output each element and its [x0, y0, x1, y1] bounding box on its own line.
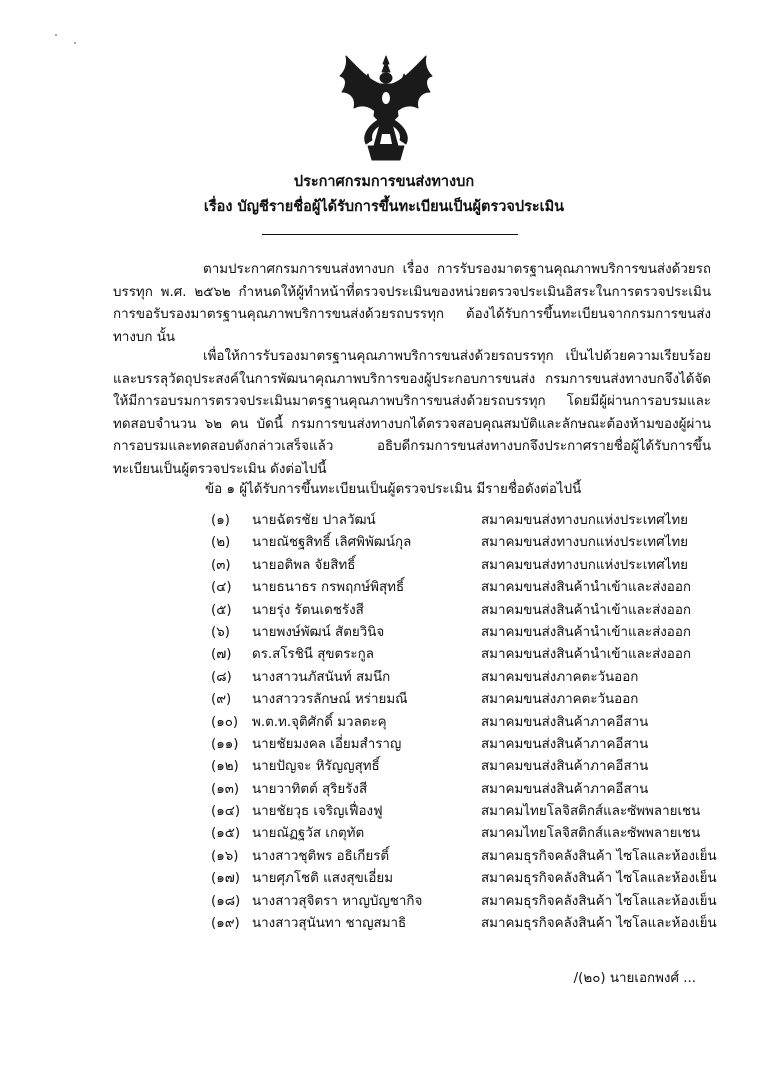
registrant-row — [211, 779, 711, 801]
registrant-row — [211, 644, 711, 666]
registrant-name: นางสาวสุจิตรา หาญบัญชากิจ — [252, 893, 423, 909]
continuation-note: /(๒๐) นายเอกพงศ์ ... — [573, 971, 696, 986]
registrant-number: (๕) — [211, 602, 232, 618]
registrant-organization: สมาคมขนส่งภาคตะวันออก — [481, 669, 639, 685]
registrant-number: (๑๐) — [211, 714, 239, 730]
registrant-organization: สมาคมขนส่งสินค้าภาคอีสาน — [481, 759, 649, 775]
registrant-row — [211, 622, 711, 644]
registrant-name: นางสาววรลักษณ์ หร่ายมณี — [252, 692, 408, 708]
registrant-organization: สมาคมขนส่งสินค้านำเข้าและส่งออก — [481, 647, 691, 663]
registrant-organization: สมาคมขนส่งสินค้าภาคอีสาน — [481, 714, 649, 730]
registrant-organization: สมาคมขนส่งสินค้านำเข้าและส่งออก — [481, 602, 691, 618]
registrant-number: (๑๒) — [211, 759, 239, 775]
registrant-number: (๑๖) — [211, 848, 239, 864]
registrant-name: นายชัยมงคล เอี่ยมสำราญ — [252, 736, 402, 752]
registrant-organization: สมาคมธุรกิจคลังสินค้า ไซโลและห้องเย็น — [481, 893, 717, 909]
registrant-name: นางสาวชุติพร อธิเกียรติ์ — [252, 848, 390, 864]
registrant-number: (๑๕) — [211, 826, 241, 842]
registrant-name: ดร.สโรชินี สุขตระกูล — [252, 647, 374, 663]
registrant-organization: สมาคมขนส่งทางบกแห่งประเทศไทย — [481, 557, 689, 573]
registrant-number: (๓) — [211, 557, 231, 573]
registrant-organization: สมาคมไทยโลจิสติกส์และซัพพลายเชน — [481, 804, 701, 820]
registrant-row — [211, 600, 711, 622]
registrant-name: นายพงษ์พัฒน์ สัตยวินิจ — [252, 624, 385, 640]
registrant-name: นายธนาธร กรพฤกษ์พิสุทธิ์ — [252, 580, 405, 596]
registrant-number: (๑๔) — [211, 804, 241, 820]
registrant-number: (๑๘) — [211, 893, 241, 909]
paragraph-background: ตามประกาศกรมการขนส่งทางบก เรื่อง การรับรองมาตรฐานคุณภาพบริการขนส่งด้วยรถบรรทุก พ.ศ. ๒๕๖๒ กำหนดให้ผู้ทำหน้าที่ตรวจประเมินของหน่วยตรวจประเมินอิสระในการตรวจประเมินการขอรับรองมาตรฐานคุณภาพบริการขนส่งด้วยรถบรรทุก ต้องได้รับการขึ้นทะเบียนจากกรมการขนส่งทางบก นั้น — [113, 262, 711, 345]
registrant-number: (๑) — [211, 513, 230, 528]
registrant-number: (๑๑) — [211, 736, 239, 752]
registrant-number: (๑๙) — [211, 916, 240, 932]
registrant-row — [211, 756, 711, 778]
registrant-number: (๘) — [211, 669, 232, 685]
registrant-organization: สมาคมขนส่งสินค้านำเข้าและส่งออก — [481, 624, 691, 640]
announcement-title: ประกาศกรมการขนส่งทางบก — [293, 174, 475, 190]
scan-speck — [74, 42, 76, 44]
registrant-organization: สมาคมไทยโลจิสติกส์และซัพพลายเชน — [481, 826, 701, 842]
paragraph-purpose: เพื่อให้การรับรองมาตรฐานคุณภาพบริการขนส่งด้วยรถบรรทุก เป็นไปด้วยความเรียบร้อยและบรรลุวัตถุประสงค์ในการพัฒนาคุณภาพบริการของผู้ประกอบการขนส่ง กรมการขนส่งทางบกจึงได้จัดให้มีการอบรมการตรวจประเมินมาตรฐานคุณภาพบริการขนส่งด้วยรถบรรทุก โดยมีผู้ผ่านการอบรมและทดสอบจำนวน ๖๒ คน บัดนี้ กรมการขนส่งทางบกได้ตรวจสอบคุณสมบัติและลักษณะต้องห้ามของผู้ผ่านการอบรมและทดสอบดังกล่าวเสร็จแล้ว อธิบดีกรมการขนส่งทางบกจึงประกาศรายชื่อผู้ได้รับการขึ้นทะเบียนเป็นผู้ตรวจประเมิน ดังต่อไปนี้ — [113, 349, 711, 477]
registrant-organization: สมาคมธุรกิจคลังสินค้า ไซโลและห้องเย็น — [481, 916, 717, 932]
registrant-number: (๗) — [211, 647, 232, 663]
registrant-number: (๑๗) — [211, 871, 241, 887]
registrant-name: นายวาทิตต์ สุริยรังสี — [252, 781, 368, 797]
registrant-number: (๔) — [211, 580, 232, 596]
registrant-organization: สมาคมขนส่งทางบกแห่งประเทศไทย — [481, 535, 689, 551]
registrant-name: นางสาวนภัสนันท์ สมนึก — [252, 669, 391, 685]
registrant-organization: สมาคมขนส่งสินค้านำเข้าและส่งออก — [481, 580, 691, 596]
registrant-row — [211, 555, 711, 577]
garuda-emblem-icon — [338, 54, 434, 162]
title-divider — [262, 234, 518, 235]
registrant-organization: สมาคมขนส่งสินค้าภาคอีสาน — [481, 736, 649, 752]
registrant-row — [211, 801, 711, 823]
registrant-row — [211, 891, 717, 913]
scan-speck — [55, 34, 57, 36]
registrant-organization: สมาคมธุรกิจคลังสินค้า ไซโลและห้องเย็น — [481, 848, 717, 864]
registrant-row — [211, 712, 711, 734]
registrant-name: พ.ต.ท.จุติศักดิ์ มวลตะคุ — [252, 714, 387, 730]
registrant-row — [211, 577, 711, 599]
registrant-number: (๙) — [211, 692, 232, 708]
registrant-name: นายศุภโชติ แสงสุขเอี่ยม — [252, 871, 394, 887]
registrant-name: นายณัชฐสิทธิ์ เลิศพิพัฒน์กุล — [252, 535, 412, 551]
registrant-list — [211, 510, 717, 935]
registrant-name: นายอติพล จัยสิทธิ์ — [252, 557, 356, 573]
registrant-organization: สมาคมธุรกิจคลังสินค้า ไซโลและห้องเย็น — [481, 871, 717, 887]
registrant-number: (๒) — [211, 535, 231, 551]
registrant-row — [211, 823, 711, 845]
registrant-name: นายณัฏฐวัส เกตุทัต — [252, 826, 365, 842]
registrant-row — [211, 868, 717, 890]
registrant-row — [211, 667, 711, 689]
registrant-name: นายฉัตรชัย ปาลวัฒน์ — [252, 513, 376, 528]
registrant-row — [211, 734, 711, 756]
clause-1: ข้อ ๑ ผู้ได้รับการขึ้นทะเบียนเป็นผู้ตรวจประเมิน มีรายชื่อดังต่อไปนี้ — [205, 482, 582, 497]
registrant-organization: สมาคมขนส่งทางบกแห่งประเทศไทย — [481, 513, 689, 528]
registrant-name: นางสาวสุนันทา ชาญสมาธิ — [252, 916, 407, 932]
registrant-name: นายรุ่ง รัตนเดชรังสี — [252, 602, 364, 618]
registrant-organization: สมาคมขนส่งภาคตะวันออก — [481, 692, 639, 708]
registrant-row — [211, 510, 711, 532]
registrant-number: (๑๓) — [211, 781, 240, 797]
registrant-name: นายชัยวุธ เจริญเฟื่องฟู — [252, 804, 383, 820]
registrant-row — [211, 913, 717, 935]
announcement-subject: เรื่อง บัญชีรายชื่อผู้ได้รับการขึ้นทะเบียนเป็นผู้ตรวจประเมิน — [203, 199, 565, 215]
registrant-row — [211, 846, 717, 868]
registrant-name: นายปัญจะ หิรัญญสุทธิ์ — [252, 759, 380, 775]
registrant-organization: สมาคมขนส่งสินค้าภาคอีสาน — [481, 781, 649, 797]
registrant-row — [211, 689, 711, 711]
registrant-number: (๖) — [211, 624, 230, 640]
registrant-row — [211, 532, 711, 554]
